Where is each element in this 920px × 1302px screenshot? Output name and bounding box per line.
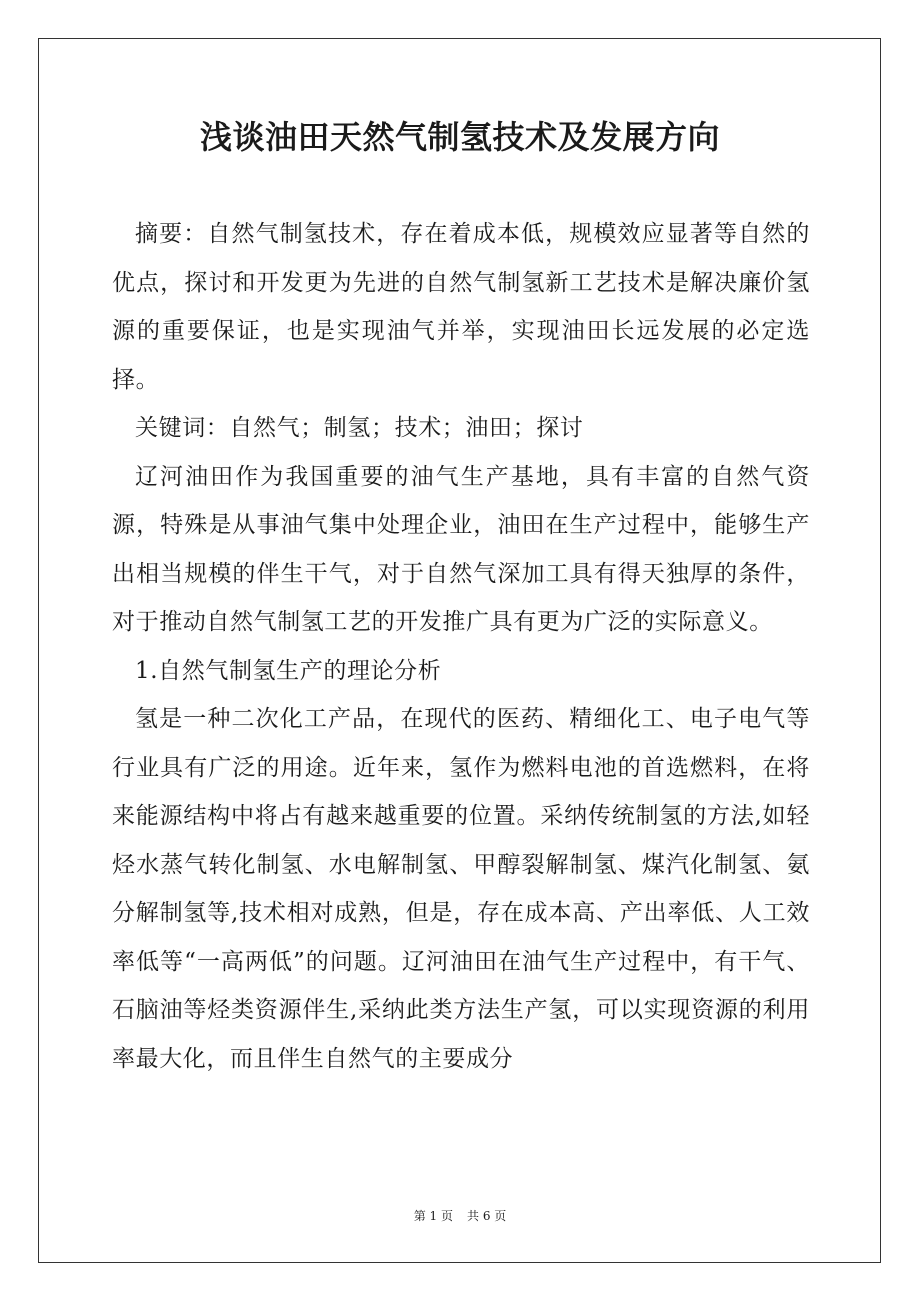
- page-number: 第 1 页: [413, 1209, 453, 1223]
- abstract-paragraph: 摘要：自然气制氢技术，存在着成本低，规模效应显著等自然的优点，探讨和开发更为先进的自然气制氢新工艺技术是解决廉价氢源的重要保证，也是实现油气并举，实现油田长远发展的必定选择。: [112, 221, 810, 393]
- body-paragraph: 氢是一种二次化工产品，在现代的医药、精细化工、电子电气等行业具有广泛的用途。近年来，氢作为燃料电池的首选燃料，在将来能源结构中将占有越来越重要的位置。采纳传统制氢的方法,如轻烃水蒸气转化制氢、水电解制氢、甲醇裂解制氢、煤汽化制氢、氨分解制氢等,技术相对成熟，但是，存在成本高、产出率低、人工效率低等“一高两低”的问题。辽河油田在油气生产过程中，有干气、石脑油等烃类资源伴生,采纳此类方法生产氢，可以实现资源的利用率最大化，而且伴生自然气的主要成分: [112, 706, 810, 1072]
- keywords-paragraph: 关键词：自然气；制氢；技术；油田；探讨: [135, 415, 584, 441]
- page-total: 共 6 页: [467, 1209, 507, 1223]
- document-body: [112, 210, 810, 1083]
- document-title: 浅谈油田天然气制氢技术及发展方向: [199, 118, 720, 156]
- intro-paragraph: 辽河油田作为我国重要的油气生产基地，具有丰富的自然气资源，特殊是从事油气集中处理企业，油田在生产过程中，能够生产出相当规模的伴生干气，对于自然气深加工具有得天独厚的条件，对于推动自然气制氢工艺的开发推广具有更为广泛的实际意义。: [112, 463, 810, 635]
- page-footer: [0, 1207, 920, 1225]
- section-heading: 1.自然气制氢生产的理论分析: [135, 657, 442, 684]
